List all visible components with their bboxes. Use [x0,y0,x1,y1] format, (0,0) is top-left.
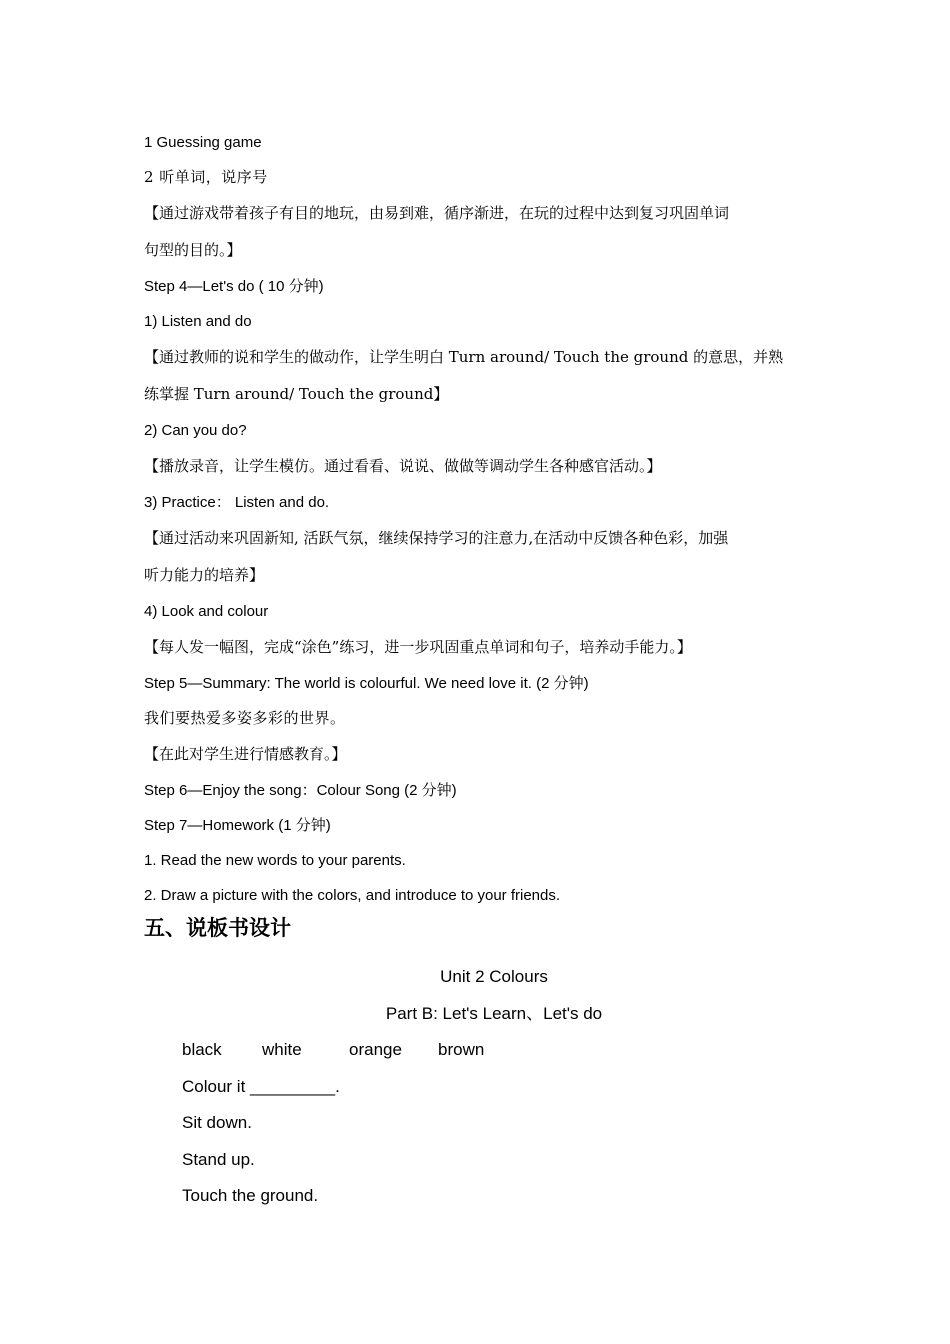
note-line: 【播放录音，让学生模仿。通过看看、说说、做做等调动学生各种感官活动。】 [144,457,662,475]
activity-line: 1 Guessing game [144,134,262,151]
activity-line: 4) Look and colour [144,603,269,620]
board-sentence: Stand up. [182,1149,255,1169]
step-heading: Step 4—Let's do ( 10 分钟) [144,278,324,295]
activity-line: 1) Listen and do [144,313,252,330]
board-word: brown [438,1040,485,1059]
note-line: 【每人发一幅图，完成“涂色”练习，进一步巩固重点单词和句子，培养动手能力。】 [144,638,692,656]
activity-line: 3) Practice： Listen and do. [144,494,330,511]
lesson-steps [144,125,810,913]
homework-item: 2. Draw a picture with the colors, and introduce to your friends. [144,887,561,904]
blackboard-design [144,958,844,1215]
activity-line: 2) Can you do? [144,422,247,439]
board-title: Unit 2 Colours [440,967,548,986]
homework-item: 1. Read the new words to your parents. [144,852,406,869]
note-line: 【通过游戏带着孩子有目的地玩，由易到难，循序渐进，在玩的过程中达到复习巩固单词 [144,204,730,222]
note-line: 【通过教师的说和学生的做动作，让学生明白 Turn around/ Touch the ground 的意思，并熟 [144,348,784,366]
summary-line: 我们要热爱多姿多彩的世界。 [144,709,346,727]
note-line: 练掌握 Turn around/ Touch the ground】 [144,385,449,403]
section-heading: 五、说板书设计 [144,916,291,940]
note-line: 【通过活动来巩固新知, 活跃气氛，继续保持学习的注意力,在活动中反馈各种色彩，加强 [144,529,729,547]
step-heading: Step 5—Summary: The world is colourful. We need love it. (2 分钟) [144,675,589,692]
board-word: black [182,1040,222,1059]
board-word-row [144,1032,844,1069]
note-line: 【在此对学生进行情感教育。】 [144,745,347,763]
note-line: 听力能力的培养】 [144,566,265,584]
board-sentence: Colour it _________. [182,1076,340,1096]
board-sentence: Sit down. [182,1113,252,1132]
note-line: 句型的目的。】 [144,241,242,259]
activity-line: 2 听单词，说序号 [144,168,268,186]
step-heading: Step 6—Enjoy the song：Colour Song (2 分钟) [144,782,457,799]
board-word: orange [349,1040,402,1059]
board-subtitle: Part B: Let's Learn、Let's do [385,1004,603,1023]
step-heading: Step 7—Homework (1 分钟) [144,817,331,834]
board-word: white [262,1040,302,1059]
board-sentence: Touch the ground. [182,1186,319,1205]
